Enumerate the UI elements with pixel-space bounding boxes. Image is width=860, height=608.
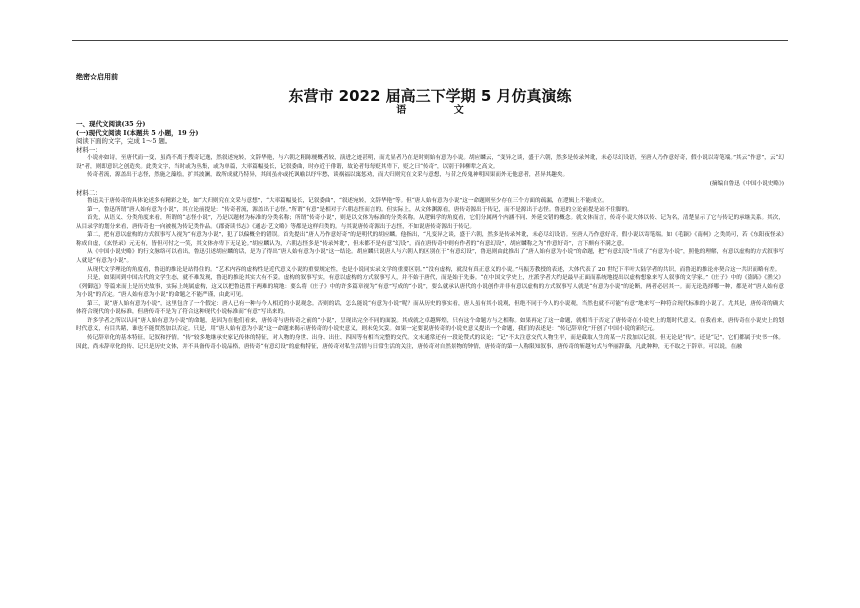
material2-label: 材料二：	[76, 188, 102, 197]
material2-paragraph: 只是，如果回到中国古代的文学生态，就不难发现，鲁迅的推论其实大有不妥。虚构的叙事写实，有意以虚构的方式叙事写人，并不始于唐代，而是始于先秦。“在中国文学史上，庄派学者大约是最早正面而系统地提出以虚构想象来写人叙事的文学家。”《庄子》中的《盗跖》《渔父》《列御寇》等篇来而上是历史故事，实际上纯属虚构，这又以把鲁迅置于两难的境地：要么将《庄子》中的许多篇章视为“有意”写成的“小说”，要么就承认唐代的小说创作并非有意以虚构的方式叙事写人就是“有意为小说”的论断，两者必居其一。而无论选择哪一种，都是对“唐人始有意为小说”的否定。“唐人始有意为小说”的命题之不能严谨，由此可见。	[76, 275, 784, 299]
material2-paragraph: 从《中国小说史略》的行文脉络可以看出，鲁迅引述胡应麟的话，是为了得出“唐人始有意为小说”这一结论。胡应麟只说唐人与六朝人的区别在于“有意幻设”，鲁迅则由此推出了“唐人始有意为小说”的命题，把“有意幻设”当成了“有意为小说”，照他的理解，有意以虚构的方式叙事写人就是“有意为小说”。	[76, 249, 784, 265]
material1-label: 材料一：	[76, 145, 102, 154]
subject-title: 语 文	[396, 105, 486, 116]
material2-paragraph: 第一，鲁迅所谓“唐人始有意为小说”，其立论前提是：“传奇者流，源盖出于志怪。”所谓“有意”是相对于六朝志怪而言的。但实际上，从文体渊源看，唐传奇源出于传记，而不是源出于志怪。鲁迅的立论前提是站不住脚的。	[87, 206, 633, 213]
material2-paragraph: 鲁迅关于唐传奇的具体论述多有精彩之处，如“大归则究在文采与意想”，“大率篇幅曼长，记叙委曲”，“叙述宛转，文辞华艳”等。但“唐人始有意为小说”这一命题则至少存在三个方面的疏漏，在逻辑上不能成立。	[87, 198, 608, 205]
section-heading: 一、现代文阅读(35 分)	[76, 120, 146, 128]
material2-paragraph: 从现代文学理论的角度看，鲁迅的推论是站得住的。“艺术内容的虚构性是近代意义小说的重要规定性，也是小说同实录文学的重要区别。”“没有虚构，就没有真正意义的小说。”马振芳教授的表述，大体代表了 20 世纪下半叶大陆学者的共识，而鲁迅的推论亦契合这一共识而略有差。	[87, 266, 781, 273]
material2-paragraph: 首先，从语义、分类角度来看，所谓的“志怪小说”，乃是以题材为标准的分类名称；所谓“传奇小说”，则是以文体为标准的分类名称。从逻辑学的角度看，它们分属两个内涵不同、外延交错的概念。就文体而言，传奇小说大体以传、记为名，清楚显示了它与传记的承继关系。其次，从目录学的划分来看，唐传奇也一向被视为传记类作品。《郡斋读书志》《通志·艺文略》等都是这样归类的。与其说唐传奇源出于志怪，不如说唐传奇源出于传记。	[76, 215, 784, 230]
material2-paragraph: 许多学者之所以认同“唐人始有意为小说”的命题，是因为在他们看来，唐传奇与唐传奇之前的“小说”，呈现出完全不同的面貌。其成就之卓越辉煌，只有这个命题方与之相称。如果再定了这一命题，就相当于否定了唐传奇在小说史上的划时代意义。在我看来，唐传奇在小说史上的划时代意义，有目共睹，谁也不能贸然加以否定。只是，用“唐人始有意为小说”这一命题来揭示唐传奇的小说史意义，则未免欠妥。如果一定要说唐传奇的小说史意义提出一个命题，我们的表述是：“传记辞章化”开创了中国小说的新纪元。	[76, 317, 784, 333]
sub-section-heading: (一)现代文阅读 I(本题共 5 小题，19 分)	[76, 128, 199, 137]
material1-source: (摘编自鲁迅《中国小说史略》)	[709, 181, 784, 188]
material2-paragraph: 第二，把有意以虚构的方式叙事写人视为“有意为小说”，犯了以偏概全的错误。首先提出“唐人乃作意好奇”的是明代的胡应麟。他指出，“凡变异之谈，盛于六朝，然多是传录舛讹，未必尽幻设语。至唐人乃作意好奇，假小说以寄笔端。如《毛颖》《南柯》之类尚可，若《东阳夜怪录》称成自虚，《玄怪录》元无有，皆但可付之一笑，其文体亦卑下无足论。”胡应麟认为，六朝志怪多是“传录舛讹”，但未都不是有意“幻设”，而在唐传奇中则有作者的“有意幻设”，胡应麟称之为“作意好奇”，言下颇有不满之意。	[76, 232, 784, 247]
material1-paragraph: 小说亦如诗，至唐代而一变，虽尚不离于搜奇记逸，然叙述宛转，文辞华艳，与六朝之粗陈梗概者较，演进之迹甚明，而尤显者乃在是时则始有意为小说。胡应麟云，“变异之谈，盛于六朝，然多是传录舛讹，未必尽幻设语，至唐人乃作意好奇，假小说以寄笔端。”其云“作意”，云“幻设”者，则即意识之创造矣。此类文字，当时或为丛集，或为单篇，大率篇幅曼长，记叙委曲，时亦近于俳谐，故论者每每贬其卑下，贬之曰“传奇”，以别于韩柳辈之高文。	[76, 155, 784, 170]
material2-paragraph: 第三，说“唐人始有意为小说”，这里包含了一个假定：唐人已有一种与今人相近的小说观念。否则的话，怎么能说“有意为小说”呢？而从历史的事实看，唐人虽有其小说观，但绝不同于今人的小说观，当然也就不可能“有意”地来写一种符合现代标准的小说了。尤其是，唐传奇的确大体符合现代的小说标准，但唐传奇不是为了符合这种现代小说标准而“有意”写出来的。	[76, 300, 784, 316]
exam-title: 东营市 2022 届高三下学期 5 月仿真演练	[288, 87, 572, 105]
exam-page	[76, 72, 784, 351]
material2-paragraph: 传记辞章化的基本特征，记叙和抒情。“传”较多地继承史家记传体的特征，对人物的身世、出身、出仕、四因等有相当完整的交代。文末通常还有一段论赞式的议论；“记”不太注意交代人物生平，而是截取人生的某一片段加以记叙。但无论是“传”，还是“记”，它们都属于史书一体。因此，尚未辞章化的传、记只是历史文体，并不具备传奇小说品格，唐传奇“有意幻设”的虚构特征，唐传奇对私生活情与日常生活的关注，唐传奇对自然景物的钟情，唐传奇的第一人称限知叙事，唐传奇的斩越句式与华丽辞藻，凡此种种，无不取之于辞章。可以说，在融	[76, 334, 784, 350]
header-rule	[72, 40, 788, 41]
instruction-text: 阅读下面的文字，完成 1～5 题。	[76, 137, 172, 146]
material1-paragraph: 传奇者流，源盖出于志怪，然施之藻绘，扩其波澜，故所成就乃特异，其间虽亦或托讽喻以纾牢愁，谈祸福以寓惩劝，而大归则究在文采与意想，与昔之传鬼神明因果而外无他意者，甚异其趣矣。	[87, 172, 569, 179]
secret-label: 绝密☆启用前	[76, 72, 118, 81]
